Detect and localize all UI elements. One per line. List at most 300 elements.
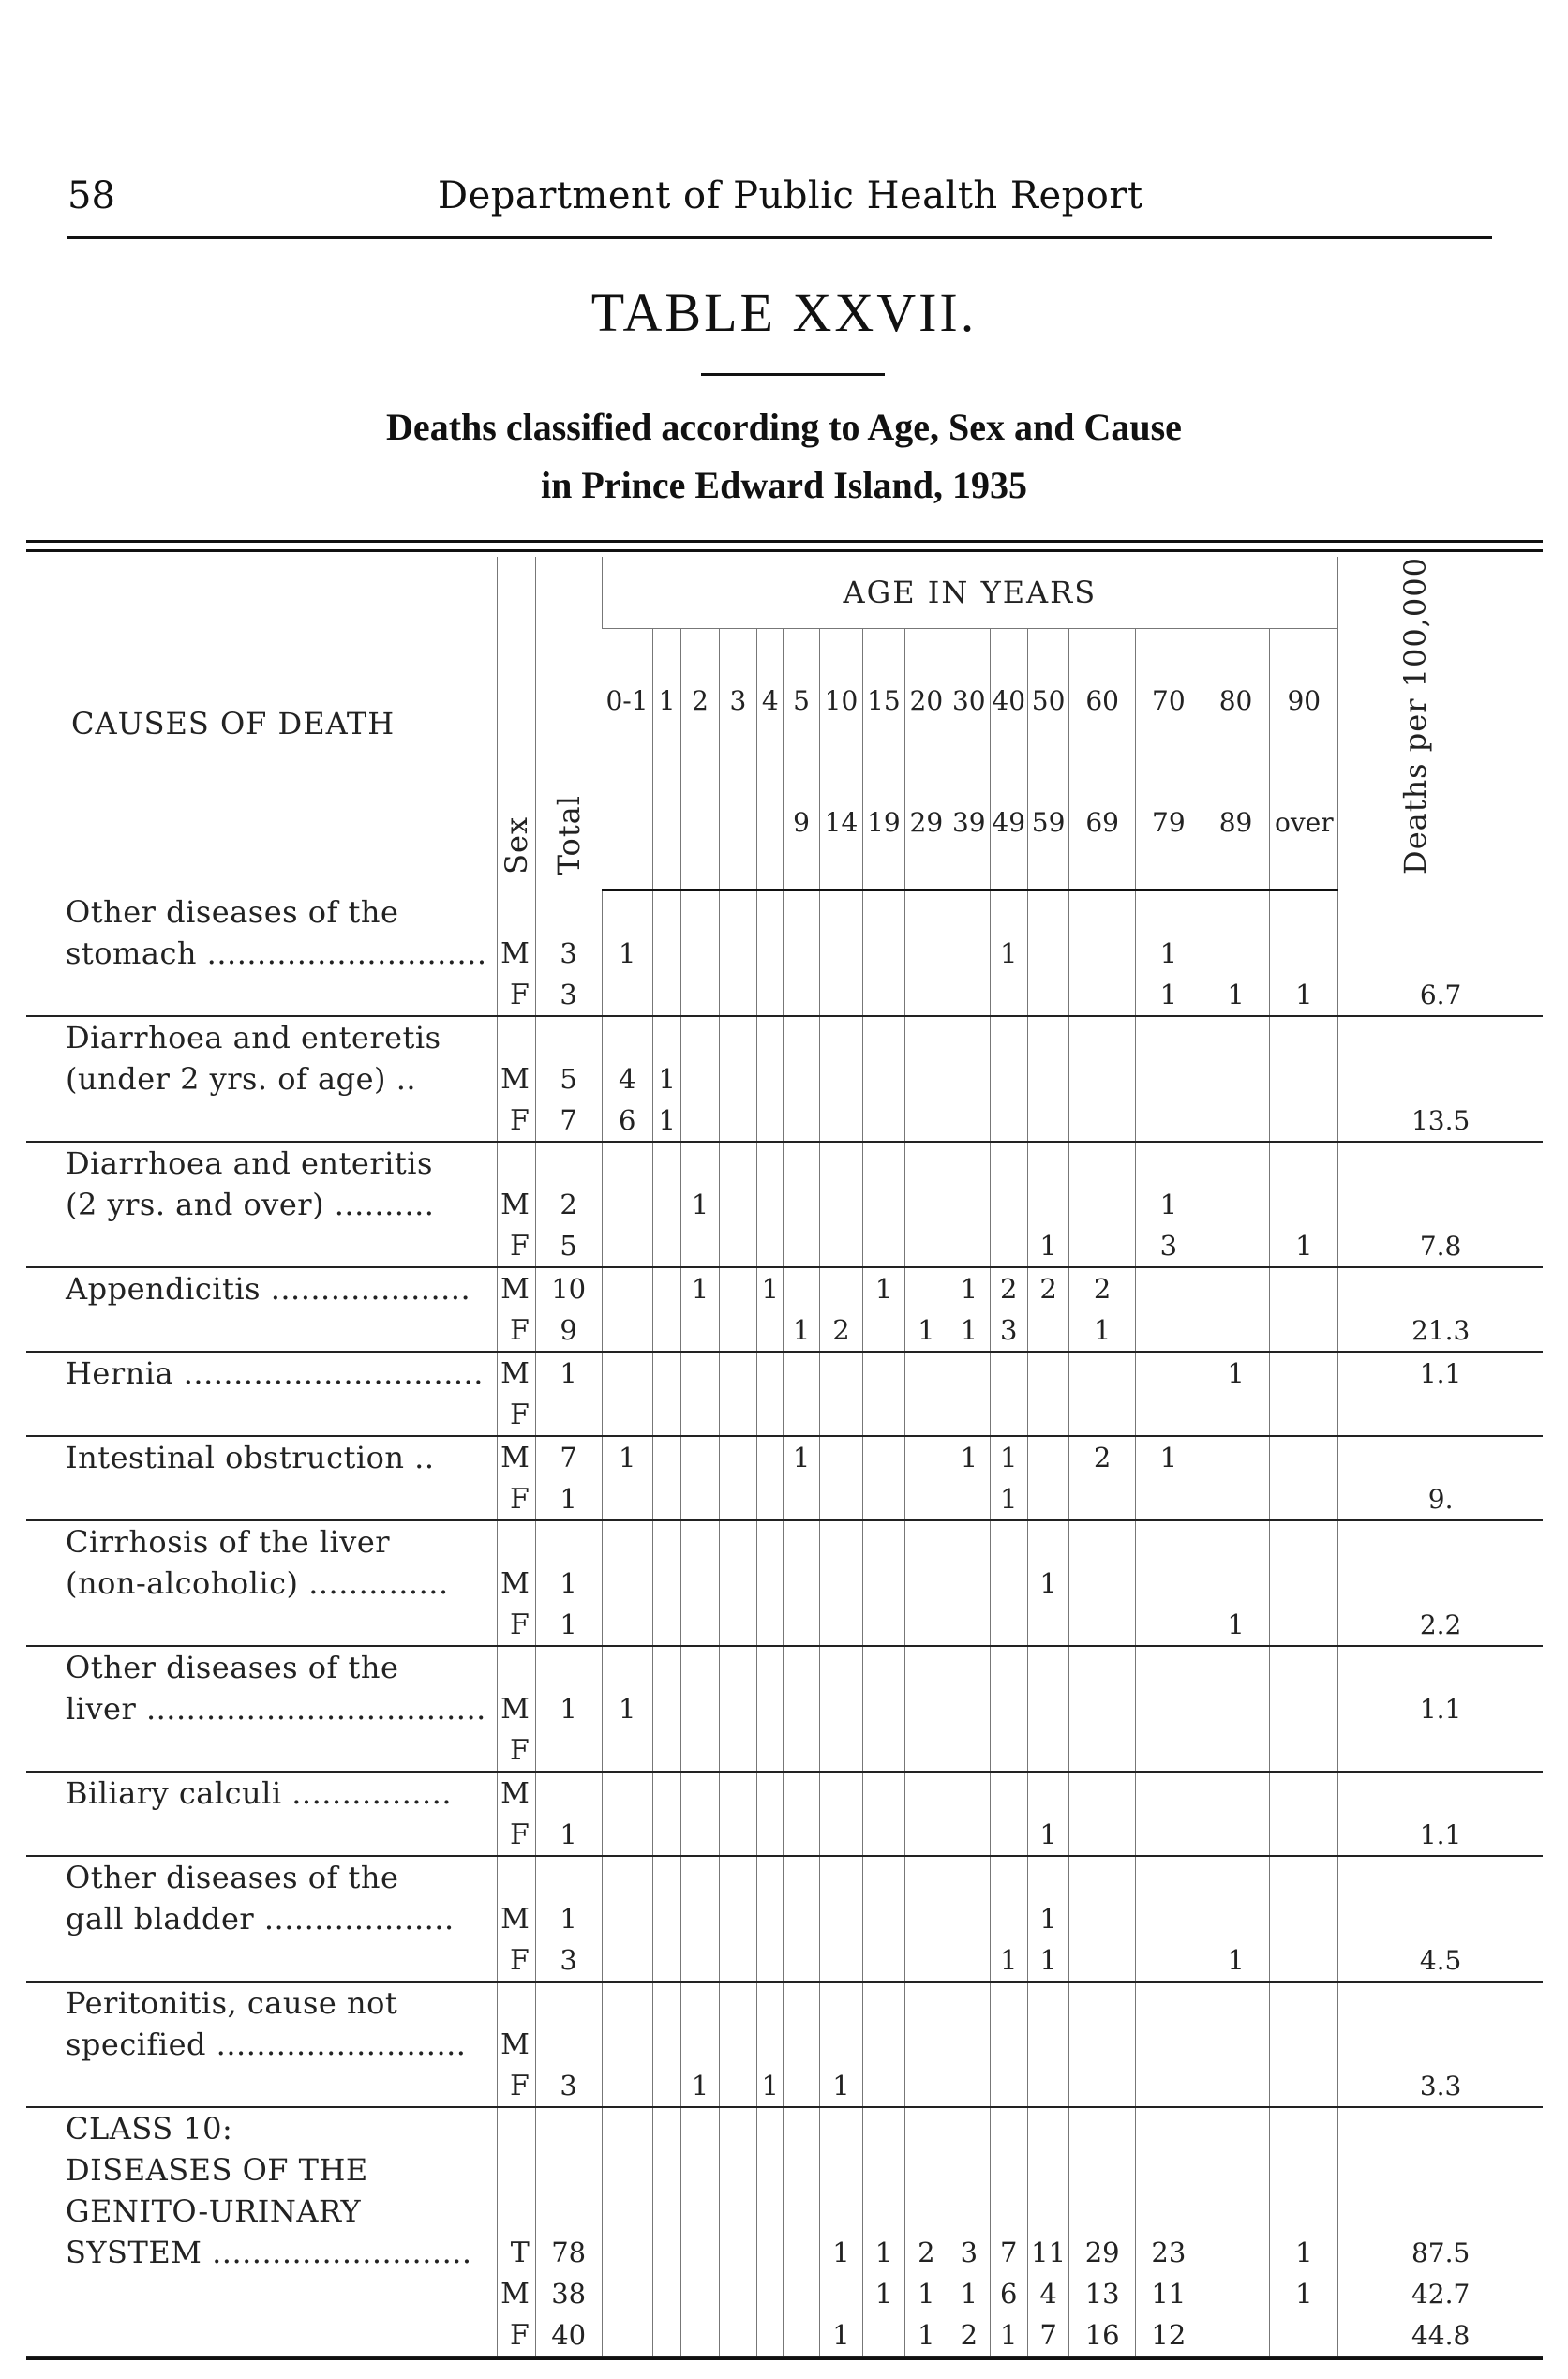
age-count-cell [681,1563,719,1604]
age-count-cell [602,2024,653,2065]
age-count-cell [784,2107,819,2149]
sex-cell: M [498,1436,535,1478]
age-count-cell [1136,1352,1202,1394]
age-count-cell [819,1646,862,1688]
age-count-cell: 1 [819,2065,862,2107]
rate-cell [1338,2024,1543,2065]
age-count-cell [1069,1688,1136,1729]
age-count-cell: 2 [904,2232,948,2273]
sex-cell: M [498,1352,535,1394]
table-row [26,1772,1543,1814]
age-count-cell [990,974,1027,1016]
age-count-cell [681,974,719,1016]
cause-of-death-cell: DISEASES OF THE [66,2152,368,2189]
age-count-cell [1136,2065,1202,2107]
age-count-cell [1270,1267,1338,1309]
age-count-cell [681,2232,719,2273]
rate-cell [1338,1982,1543,2024]
age-count-cell [602,2314,653,2357]
age-count-cell [757,1729,784,1772]
age-count-cell [602,1604,653,1646]
age-count-cell [757,1058,784,1100]
age-count-cell [681,2314,719,2357]
age-count-cell [653,1563,681,1604]
age-count-cell [602,1729,653,1772]
rate-cell [1338,890,1543,934]
age-count-cell [719,890,756,934]
cause-of-death-cell: Hernia .............................. [66,1355,484,1392]
total-cell: 1 [535,1604,602,1646]
rate-cell [1338,1394,1543,1436]
age-count-cell: 6 [990,2273,1027,2314]
age-count-cell [904,1016,948,1058]
age-count-cell [1136,1939,1202,1982]
age-count-cell: 4 [1027,2273,1068,2314]
age-count-cell: 1 [1202,1352,1270,1394]
age-count-cell: 1 [784,1309,819,1352]
cause-of-death-cell: Biliary calculi ................ [66,1775,452,1812]
age-count-cell [757,1478,784,1520]
total-cell [535,890,602,934]
age-count-cell [719,1939,756,1982]
sex-cell [498,2149,535,2191]
age-count-cell [681,1982,719,2024]
age-count-cell [863,1604,904,1646]
header-causes-of-death: CAUSES OF DEATH [71,705,396,741]
age-count-cell [784,1939,819,1982]
age-count-cell [681,1225,719,1267]
header-age-to [719,764,756,890]
age-count-cell [784,2024,819,2065]
sex-cell: F [498,974,535,1016]
sex-cell: M [498,1058,535,1100]
age-count-cell [757,1352,784,1394]
age-count-cell [719,1478,756,1520]
table-top-rule [26,540,1543,543]
age-count-cell [1202,2191,1270,2232]
total-cell: 3 [535,2065,602,2107]
age-count-cell: 1 [1270,1225,1338,1267]
age-count-cell [904,2024,948,2065]
age-count-cell [719,2024,756,2065]
age-count-cell [719,1225,756,1267]
sex-cell: F [498,1100,535,1142]
age-count-cell [653,1646,681,1688]
age-count-cell [1270,1729,1338,1772]
age-count-cell [904,1604,948,1646]
age-count-cell [1136,1772,1202,1814]
age-count-cell [904,1814,948,1856]
header-age-to: 29 [904,764,948,890]
age-count-cell [1202,2065,1270,2107]
age-count-cell [757,2273,784,2314]
age-count-cell [1136,2149,1202,2191]
header-age-from: 80 [1202,629,1270,764]
deaths-table [26,557,1543,2357]
age-count-cell [863,1688,904,1729]
age-count-cell [602,1898,653,1939]
age-count-cell [1136,2024,1202,2065]
age-count-cell [1027,1520,1068,1563]
sex-cell: T [498,2232,535,2273]
age-count-cell [1027,1982,1068,2024]
table-row [26,890,1543,934]
age-count-cell [784,2232,819,2273]
age-count-cell [784,1100,819,1142]
age-count-cell [1270,1646,1338,1688]
age-count-cell [602,2065,653,2107]
age-count-cell [904,890,948,934]
age-count-cell [1202,1394,1270,1436]
age-count-cell [602,1814,653,1856]
age-count-cell [990,1688,1027,1729]
cause-of-death-cell: Other diseases of the [66,1860,399,1896]
age-count-cell [653,1309,681,1352]
rate-cell: 42.7 [1338,2273,1543,2314]
cause-of-death-cell: (non-alcoholic) .............. [66,1565,449,1602]
age-count-cell [1202,1436,1270,1478]
total-cell: 9 [535,1309,602,1352]
age-count-cell [863,1225,904,1267]
age-count-cell [681,1939,719,1982]
age-count-cell [1270,1058,1338,1100]
age-count-cell [757,1436,784,1478]
age-count-cell [1270,1604,1338,1646]
age-count-cell [757,890,784,934]
age-count-cell [948,2191,990,2232]
age-count-cell: 1 [904,2273,948,2314]
age-count-cell [990,2149,1027,2191]
cause-of-death-cell: Peritonitis, cause not [66,1985,398,2022]
age-count-cell [1069,1814,1136,1856]
age-count-cell [757,1184,784,1225]
age-count-cell [681,1772,719,1814]
age-count-cell [948,1729,990,1772]
age-count-cell [1270,1436,1338,1478]
age-count-cell [990,890,1027,934]
age-count-cell [863,1563,904,1604]
header-age-from: 5 [784,629,819,764]
age-count-cell [1136,1814,1202,1856]
header-age-from: 3 [719,629,756,764]
table-subtitle-line1: Deaths classified according to Age, Sex and Cause [386,406,1182,448]
age-count-cell [990,2107,1027,2149]
age-count-cell [948,1100,990,1142]
age-count-cell [819,933,862,974]
age-count-cell [819,1563,862,1604]
age-count-cell [1270,2065,1338,2107]
age-count-cell [904,1520,948,1563]
age-count-cell [719,1352,756,1394]
age-count-cell [757,1898,784,1939]
age-count-cell [1069,1856,1136,1898]
age-count-cell: 1 [1027,1898,1068,1939]
age-count-cell [719,1604,756,1646]
age-count-cell [1136,2191,1202,2232]
age-count-cell [757,1225,784,1267]
age-count-cell [784,1016,819,1058]
age-count-cell [784,1814,819,1856]
age-count-cell [1027,890,1068,934]
age-count-cell [653,2024,681,2065]
total-cell [535,1394,602,1436]
age-count-cell: 3 [1136,1225,1202,1267]
total-cell: 2 [535,1184,602,1225]
deaths-table-container [26,540,1543,2360]
age-count-cell [819,1267,862,1309]
cause-of-death-cell: Other diseases of the [66,1650,399,1686]
cause-of-death-cell [26,1478,498,1520]
age-count-cell: 2 [1027,1267,1068,1309]
age-count-cell: 2 [1069,1436,1136,1478]
age-count-cell [1136,1604,1202,1646]
age-count-cell [904,2149,948,2191]
header-age-to: 89 [1202,764,1270,890]
total-cell: 3 [535,933,602,974]
total-cell: 40 [535,2314,602,2357]
age-count-cell [719,1142,756,1184]
age-count-cell [1027,1184,1068,1225]
age-count-cell [1069,2191,1136,2232]
age-count-cell [863,933,904,974]
age-count-cell [819,1772,862,1814]
age-count-cell [1027,1729,1068,1772]
age-count-cell [904,2191,948,2232]
rate-cell [1338,1520,1543,1563]
age-count-cell: 1 [681,1267,719,1309]
table-row [26,974,1543,1016]
age-count-cell [1027,2065,1068,2107]
age-count-cell: 3 [948,2232,990,2273]
table-row [26,2191,1543,2232]
age-count-cell [863,1856,904,1898]
age-count-cell [757,1646,784,1688]
age-count-cell [1069,1016,1136,1058]
age-count-cell [904,1982,948,2024]
age-count-cell [1027,974,1068,1016]
age-count-cell [784,1184,819,1225]
age-count-cell [602,1982,653,2024]
age-count-cell [1270,933,1338,974]
rate-cell [1338,1646,1543,1688]
age-count-cell [602,2149,653,2191]
age-count-cell [1202,1478,1270,1520]
age-count-cell: 1 [904,2314,948,2357]
age-count-cell: 1 [1202,1604,1270,1646]
age-count-cell [719,1729,756,1772]
age-count-cell [757,1604,784,1646]
age-count-cell [1027,933,1068,974]
age-count-cell [602,1267,653,1309]
table-row [26,1058,1543,1100]
age-count-cell [653,1394,681,1436]
age-count-cell [1027,1394,1068,1436]
table-row [26,1856,1543,1898]
age-count-cell [1270,1016,1338,1058]
table-row [26,1016,1543,1058]
page-header [67,174,1492,231]
rate-cell [1338,1267,1543,1309]
age-count-cell [719,2107,756,2149]
sex-cell: M [498,2024,535,2065]
header-age-from: 2 [681,629,719,764]
age-count-cell [757,1939,784,1982]
age-count-cell: 1 [1027,1563,1068,1604]
age-count-cell [1069,974,1136,1016]
age-count-cell [653,2191,681,2232]
age-count-cell [948,1604,990,1646]
cause-of-death-cell: stomach ............................ [66,935,487,972]
age-count-cell [819,1688,862,1729]
age-count-cell [863,890,904,934]
cause-of-death-cell: (under 2 yrs. of age) .. [66,1061,417,1098]
age-count-cell: 1 [863,1267,904,1309]
rate-cell: 1.1 [1338,1814,1543,1856]
age-count-cell [681,1604,719,1646]
header-age-to: 19 [863,764,904,890]
age-count-cell [863,2024,904,2065]
age-count-cell [719,2065,756,2107]
age-count-cell [819,1478,862,1520]
age-count-cell [784,1267,819,1309]
age-count-cell [602,1856,653,1898]
age-count-cell [948,1814,990,1856]
cause-of-death-cell: GENITO-URINARY [66,2193,362,2230]
age-count-cell: 1 [1027,1939,1068,1982]
total-cell [535,1729,602,1772]
age-count-cell [602,1016,653,1058]
age-count-cell [653,1939,681,1982]
age-count-cell [1202,1267,1270,1309]
age-count-cell: 3 [990,1309,1027,1352]
age-count-cell [784,1478,819,1520]
age-count-cell [719,1982,756,2024]
age-count-cell: 1 [602,1688,653,1729]
age-count-cell [757,2232,784,2273]
cause-of-death-cell [26,1100,498,1142]
table-row [26,1436,1543,1478]
age-count-cell [904,1394,948,1436]
age-count-cell [990,1729,1027,1772]
age-count-cell [653,1856,681,1898]
age-count-cell [1136,1058,1202,1100]
age-count-cell: 23 [1136,2232,1202,2273]
age-count-cell [1202,1016,1270,1058]
age-count-cell [1136,1309,1202,1352]
age-count-cell [784,1394,819,1436]
total-cell [535,1016,602,1058]
cause-of-death-cell: liver .................................. [66,1691,486,1728]
total-cell: 3 [535,974,602,1016]
age-count-cell [681,1688,719,1729]
header-rule [67,236,1492,239]
age-count-cell [904,2107,948,2149]
rate-cell [1338,1898,1543,1939]
age-count-cell [1027,1352,1068,1394]
age-count-cell [948,2107,990,2149]
age-count-cell [757,1772,784,1814]
age-count-cell [602,1520,653,1563]
age-count-cell [904,1352,948,1394]
age-count-cell [990,1563,1027,1604]
age-count-cell [990,2024,1027,2065]
age-count-cell [948,2149,990,2191]
table-row [26,1898,1543,1939]
age-count-cell [653,1688,681,1729]
total-cell: 1 [535,1563,602,1604]
table-row [26,1267,1543,1309]
age-count-cell [990,1100,1027,1142]
age-count-cell [1202,1646,1270,1688]
age-count-cell [784,1142,819,1184]
age-count-cell [1270,1939,1338,1982]
age-count-cell [819,1225,862,1267]
age-count-cell: 1 [757,2065,784,2107]
age-count-cell [1202,2024,1270,2065]
age-count-cell [719,1688,756,1729]
age-count-cell [863,974,904,1016]
age-count-cell [1136,1394,1202,1436]
rate-cell: 4.5 [1338,1939,1543,1982]
age-count-cell [757,1309,784,1352]
age-count-cell [948,1856,990,1898]
age-count-cell [904,1898,948,1939]
table-subtitle-line2: in Prince Edward Island, 1935 [541,464,1027,506]
age-count-cell: 1 [948,1309,990,1352]
header-age-in-years: AGE IN YEARS [602,557,1338,629]
age-count-cell [602,1142,653,1184]
age-count-cell [653,1142,681,1184]
total-cell [535,1856,602,1898]
age-count-cell: 1 [1270,2273,1338,2314]
age-count-cell [681,1100,719,1142]
sex-cell [498,1016,535,1058]
age-count-cell [990,1814,1027,1856]
age-count-cell [757,2024,784,2065]
age-count-cell: 1 [757,1267,784,1309]
age-count-cell [681,1478,719,1520]
age-count-cell [681,1394,719,1436]
age-count-cell [653,1729,681,1772]
sex-cell: F [498,2065,535,2107]
age-count-cell [784,1058,819,1100]
table-row [26,1814,1543,1856]
age-count-cell [602,2232,653,2273]
age-count-cell [863,1520,904,1563]
table-row [26,1352,1543,1394]
age-count-cell [1202,1856,1270,1898]
total-cell: 5 [535,1058,602,1100]
age-count-cell [719,1016,756,1058]
age-count-cell [948,1688,990,1729]
sex-cell: M [498,933,535,974]
table-row [26,1100,1543,1142]
age-count-cell [819,1016,862,1058]
sex-cell: F [498,1729,535,1772]
cause-of-death-cell: SYSTEM .......................... [66,2235,472,2271]
sex-cell: M [498,1267,535,1309]
age-count-cell [990,1184,1027,1225]
age-count-cell [1069,1100,1136,1142]
age-count-cell [1136,1520,1202,1563]
age-count-cell [948,933,990,974]
age-count-cell [863,1142,904,1184]
age-count-cell [863,2107,904,2149]
age-count-cell: 1 [948,2273,990,2314]
age-count-cell [1069,1772,1136,1814]
age-count-cell [681,1898,719,1939]
age-count-cell [653,2149,681,2191]
